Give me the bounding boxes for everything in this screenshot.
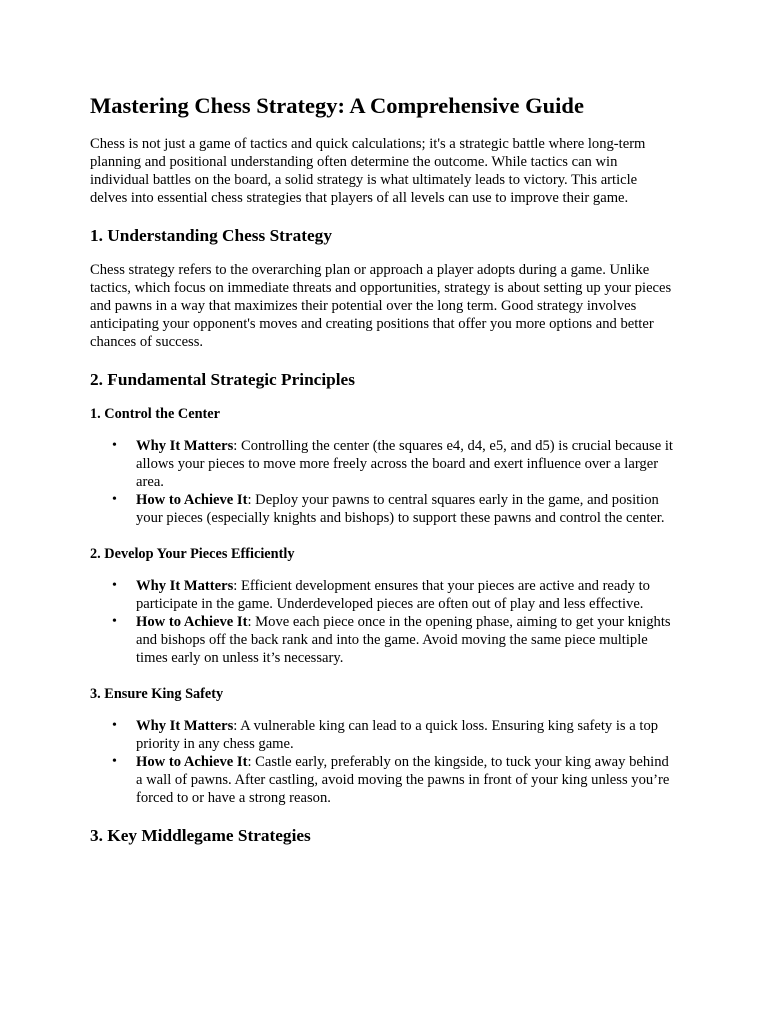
bullet-icon: •: [112, 578, 117, 593]
principle-list-develop: [90, 577, 678, 667]
bullet-icon: •: [112, 754, 117, 769]
bullet-icon: •: [112, 438, 117, 453]
list-item: [90, 577, 678, 613]
why-label: Why It Matters: [136, 438, 234, 454]
why-text: : Controlling the center (the squares e4, d4, e5, and d5) is crucial because it allows your pieces to move more freely across the board and exert influence over a larger area.: [136, 438, 673, 490]
principle-heading-king-safety: 3. Ensure King Safety: [90, 686, 224, 702]
section-heading-principles: 2. Fundamental Strategic Principles: [90, 370, 355, 389]
principle-list-center: [90, 437, 678, 527]
list-item: [90, 613, 678, 667]
how-text: : Castle early, preferably on the kingside, to tuck your king away behind a wall of pawns. After castling, avoid moving the pawns in front of your king unless you’re forced to or have a strong reason.: [136, 754, 670, 806]
section-heading-middlegame: 3. Key Middlegame Strategies: [90, 826, 311, 845]
section-heading-understanding: 1. Understanding Chess Strategy: [90, 226, 332, 245]
principle-list-king-safety: [90, 717, 678, 807]
document-title: Mastering Chess Strategy: A Comprehensive Guide: [90, 93, 584, 118]
why-text: : A vulnerable king can lead to a quick loss. Ensuring king safety is a top priority in any chess game.: [136, 718, 659, 752]
why-label: Why It Matters: [136, 718, 234, 734]
list-item: [90, 437, 678, 491]
section-body-understanding: Chess strategy refers to the overarching plan or approach a player adopts during a game. Unlike tactics, which focus on immediate threats and opportunities, strategy is about setting up your pieces and pawns in a way that maximizes their potential over the long term. Good strategy involves anticipating your opponent's moves and creating positions that offer you more options and better chances of success.: [90, 262, 672, 350]
why-label: Why It Matters: [136, 578, 234, 594]
how-label: How to Achieve It: [136, 492, 248, 508]
intro-paragraph: Chess is not just a game of tactics and quick calculations; it's a strategic battle where long-term planning and positional understanding often determine the outcome. While tactics can win individual battles on the board, a solid strategy is what ultimately leads to victory. This article delves into essential chess strategies that players of all levels can use to improve their game.: [90, 136, 646, 206]
how-label: How to Achieve It: [136, 754, 248, 770]
how-text: : Move each piece once in the opening phase, aiming to get your knights and bishops off the back rank and into the game. Avoid moving the same piece multiple times early on unless it’s necessary.: [136, 614, 671, 666]
why-text: : Efficient development ensures that your pieces are active and ready to participate in the game. Underdeveloped pieces are often out of play and less effective.: [136, 578, 650, 612]
list-item: [90, 491, 678, 527]
list-item: [90, 717, 678, 753]
bullet-icon: •: [112, 614, 117, 629]
bullet-icon: •: [112, 718, 117, 733]
principle-heading-center: 1. Control the Center: [90, 406, 220, 422]
list-item: [90, 753, 678, 807]
how-text: : Deploy your pawns to central squares early in the game, and position your pieces (especially knights and bishops) to support these pawns and control the center.: [136, 492, 665, 526]
how-label: How to Achieve It: [136, 614, 248, 630]
bullet-icon: •: [112, 492, 117, 507]
principle-heading-develop: 2. Develop Your Pieces Efficiently: [90, 546, 295, 562]
